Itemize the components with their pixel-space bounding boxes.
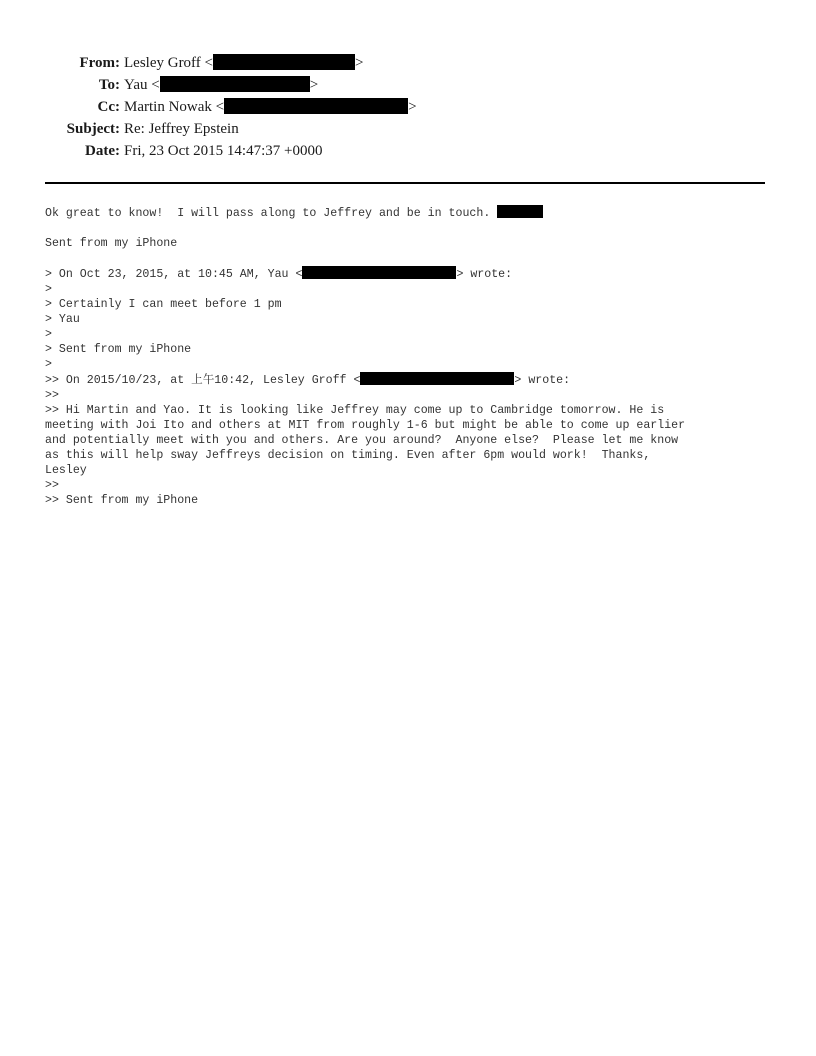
redaction-box — [302, 266, 456, 279]
nested-quote-line: >> — [45, 479, 59, 492]
redaction-box — [213, 54, 355, 70]
nested-quote-intro — [45, 372, 770, 388]
from-value — [124, 52, 363, 74]
redaction-box — [360, 372, 514, 385]
from-name: Lesley Groff < — [124, 55, 213, 71]
to-name: Yau < — [124, 77, 160, 93]
quote-intro-suffix: > wrote: — [456, 268, 513, 281]
cc-row — [0, 96, 816, 118]
redaction-box — [160, 76, 310, 92]
quote-line: > — [45, 328, 52, 341]
nested-quote-line: >> Sent from my iPhone — [45, 494, 199, 507]
blank-line — [45, 251, 770, 266]
cc-value — [124, 96, 417, 118]
nested-quote-intro-suffix: > wrote: — [514, 374, 571, 387]
from-close: > — [355, 55, 364, 71]
date-row — [0, 140, 816, 162]
from-row — [0, 52, 816, 74]
subject-label: Subject: — [66, 121, 120, 137]
cc-label: Cc: — [97, 99, 120, 115]
reply-text: Ok great to know! I will pass along to Jeffrey and be in touch. — [45, 207, 498, 220]
quote-intro — [45, 266, 770, 282]
nested-quote-line: >> Hi Martin and Yao. It is looking like Jeffrey may come up to Cambridge tomorrow. He is — [45, 404, 665, 417]
email-header — [0, 52, 816, 162]
quote-line: > — [45, 283, 52, 296]
to-row — [0, 74, 816, 96]
quote-line: > Certainly I can meet before 1 pm — [45, 298, 282, 311]
body-line — [45, 205, 770, 221]
nested-quote-line: >> — [45, 389, 59, 402]
to-value — [124, 74, 318, 96]
to-label: To: — [98, 77, 120, 93]
nested-quote-line: and potentially meet with you and others. Are you around? Anyone else? Please let me know — [45, 434, 679, 447]
from-label: From: — [79, 55, 120, 71]
quote-line: > Sent from my iPhone — [45, 343, 192, 356]
nested-quote-line: as this will help sway Jeffreys decision on timing. Even after 6pm would work! Thanks, — [45, 449, 651, 462]
quote-intro-text: > On Oct 23, 2015, at 10:45 AM, Yau < — [45, 268, 303, 281]
subject-value: Re: Jeffrey Epstein — [124, 121, 239, 137]
header-divider — [45, 182, 765, 184]
subject-row — [0, 118, 816, 140]
to-close: > — [309, 77, 319, 93]
cc-close: > — [408, 99, 417, 115]
email-body — [45, 205, 770, 508]
blank-line — [45, 221, 770, 236]
quote-line: > Yau — [45, 313, 80, 326]
redaction-box — [224, 98, 408, 114]
signature-line: Sent from my iPhone — [45, 237, 178, 250]
redaction-box — [497, 205, 543, 218]
date-label: Date: — [85, 143, 120, 159]
nested-quote-line: meeting with Joi Ito and others at MIT from roughly 1-6 but might be able to come up earlier — [45, 419, 686, 432]
nested-quote-line: Lesley — [45, 464, 87, 477]
date-value: Fri, 23 Oct 2015 14:47:37 +0000 — [124, 143, 323, 159]
quote-line: > — [45, 358, 52, 371]
nested-quote-intro-text: >> On 2015/10/23, at 上午10:42, Lesley Groff < — [45, 374, 361, 387]
cc-name: Martin Nowak < — [124, 99, 225, 115]
